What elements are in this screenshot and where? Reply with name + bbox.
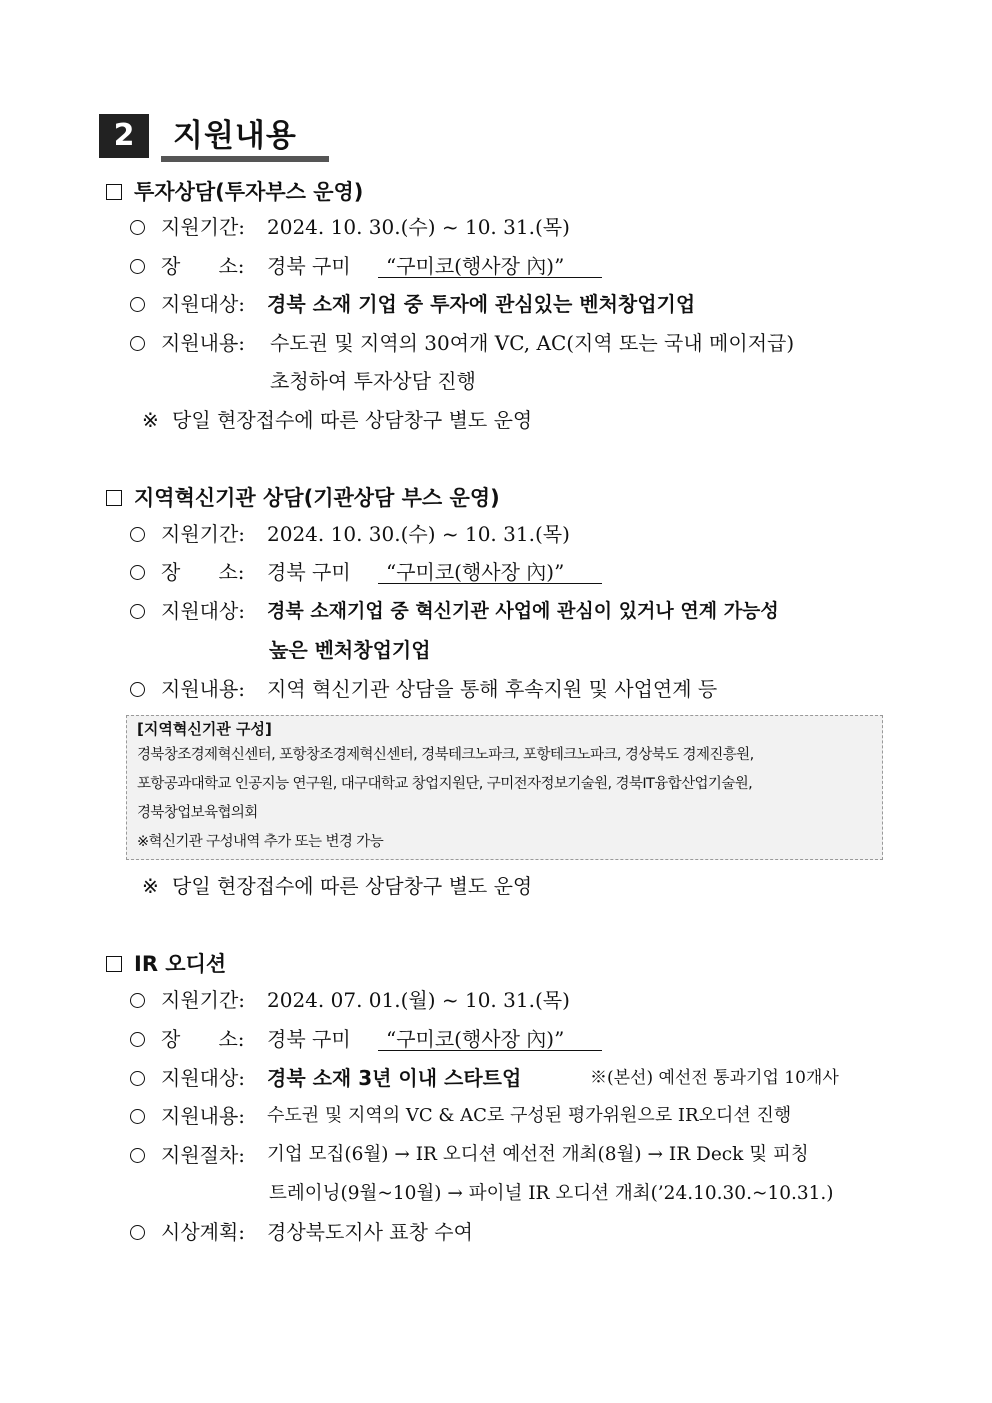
row-value: 2024. 10. 30.(수) ~ 10. 31.(목)	[267, 215, 570, 239]
section2-row-target-cont	[269, 636, 431, 664]
note-text: 당일 현장접수에 따른 상담창구 별도 운영	[172, 874, 533, 898]
row-location-underlined: “구미코(행사장 內)”	[378, 1025, 602, 1051]
section1-title-text: 투자상담(투자부스 운영)	[134, 180, 364, 204]
row-value-note: ※(본선) 예선전 통과기업 10개사	[590, 1068, 839, 1088]
section3-row-procedure-cont	[269, 1180, 834, 1208]
row-value-prefix: 경북 구미	[267, 560, 351, 584]
section2-title-text: 지역혁신기관 상담(기관상담 부스 운영)	[134, 486, 500, 510]
row-value: 경북 소재 기업 중 투자에 관심있는 벤처창업기업	[267, 292, 696, 316]
info-box-line: 경북창조경제혁신센터, 포항창조경제혁신센터, 경북테크노파크, 포항테크노파크, 경상북도 경제진흥원,	[137, 747, 754, 763]
circle-bullet-icon	[130, 336, 145, 351]
circle-bullet-icon	[130, 1148, 145, 1163]
row-value-continuation: 트레이닝(9월~10월) → 파이널 IR 오디션 개최(’24.10.30.~10.31.)	[269, 1183, 834, 1204]
row-value: 경북 소재기업 중 혁신기관 사업에 관심이 있거나 연계 가능성	[267, 600, 779, 622]
row-value: 기업 모집(6월) → IR 오디션 예선전 개최(8월) → IR Deck 및 피칭	[267, 1144, 809, 1165]
square-bullet-icon	[106, 184, 122, 200]
circle-bullet-icon	[130, 682, 145, 697]
row-location-underlined: “구미코(행사장 內)”	[378, 252, 602, 278]
row-value: 경북 소재 3년 이내 스타트업	[267, 1066, 522, 1090]
section2-title	[106, 482, 500, 512]
row-value-prefix: 경북 구미	[267, 254, 351, 278]
circle-bullet-icon	[130, 220, 145, 235]
row-value-prefix: 경북 구미	[267, 1027, 351, 1051]
square-bullet-icon	[106, 956, 122, 972]
heading-number: 2	[99, 114, 149, 158]
heading-underline	[161, 156, 329, 162]
section3-title-text: IR 오디션	[134, 952, 227, 976]
note-mark: ※	[142, 408, 159, 432]
info-box-title: [지역혁신기관 구성]	[137, 720, 272, 738]
institution-info-box	[126, 715, 883, 860]
info-box-line: 포항공과대학교 인공지능 연구원, 대구대학교 창업지원단, 구미전자정보기술원, 경북IT융합산업기술원,	[137, 776, 753, 792]
circle-bullet-icon	[130, 993, 145, 1008]
circle-bullet-icon	[130, 604, 145, 619]
row-label: 장 소:	[161, 254, 245, 278]
circle-bullet-icon	[130, 1225, 145, 1240]
row-label: 지원대상:	[161, 292, 246, 316]
row-value-continuation: 높은 벤처창업기업	[269, 638, 431, 662]
section1-note	[142, 406, 532, 434]
section2-note	[142, 872, 532, 900]
row-value: 지역 혁신기관 상담을 통해 후속지원 및 사업연계 등	[267, 677, 718, 701]
row-label: 지원기간:	[161, 988, 246, 1012]
row-value-continuation: 초청하여 투자상담 진행	[270, 369, 476, 393]
square-bullet-icon	[106, 490, 122, 506]
circle-bullet-icon	[130, 1071, 145, 1086]
row-value: 수도권 및 지역의 30여개 VC, AC(지역 또는 국내 메이저급)	[270, 331, 795, 355]
info-box-line: 경북창업보육협의회	[137, 805, 258, 821]
row-location-underlined: “구미코(행사장 內)”	[378, 558, 602, 584]
row-label: 지원내용:	[161, 677, 246, 701]
row-label: 장 소:	[161, 560, 245, 584]
row-value: 경상북도지사 표창 수여	[267, 1220, 473, 1244]
section1-title	[106, 176, 363, 206]
row-label: 장 소:	[161, 1027, 245, 1051]
row-value: 수도권 및 지역의 VC & AC로 구성된 평가위원으로 IR오디션 진행	[267, 1105, 792, 1126]
row-value: 2024. 07. 01.(월) ~ 10. 31.(목)	[267, 988, 570, 1012]
section1-row-content-cont	[270, 367, 476, 395]
heading-title: 지원내용	[173, 118, 297, 154]
circle-bullet-icon	[130, 1032, 145, 1047]
circle-bullet-icon	[130, 297, 145, 312]
info-box-line: ※혁신기관 구성내역 추가 또는 변경 가능	[137, 834, 384, 850]
row-value: 2024. 10. 30.(수) ~ 10. 31.(목)	[267, 522, 570, 546]
circle-bullet-icon	[130, 565, 145, 580]
row-label: 지원내용:	[161, 1104, 246, 1128]
row-label: 지원대상:	[161, 1066, 246, 1090]
row-label: 시상계획:	[161, 1220, 246, 1244]
circle-bullet-icon	[130, 1109, 145, 1124]
row-label: 지원기간:	[161, 215, 246, 239]
circle-bullet-icon	[130, 527, 145, 542]
row-label: 지원절차:	[161, 1143, 246, 1167]
note-text: 당일 현장접수에 따른 상담창구 별도 운영	[172, 408, 533, 432]
circle-bullet-icon	[130, 259, 145, 274]
note-mark: ※	[142, 874, 159, 898]
section3-title	[106, 948, 226, 978]
row-label: 지원대상:	[161, 599, 246, 623]
row-label: 지원내용:	[161, 331, 246, 355]
row-label: 지원기간:	[161, 522, 246, 546]
